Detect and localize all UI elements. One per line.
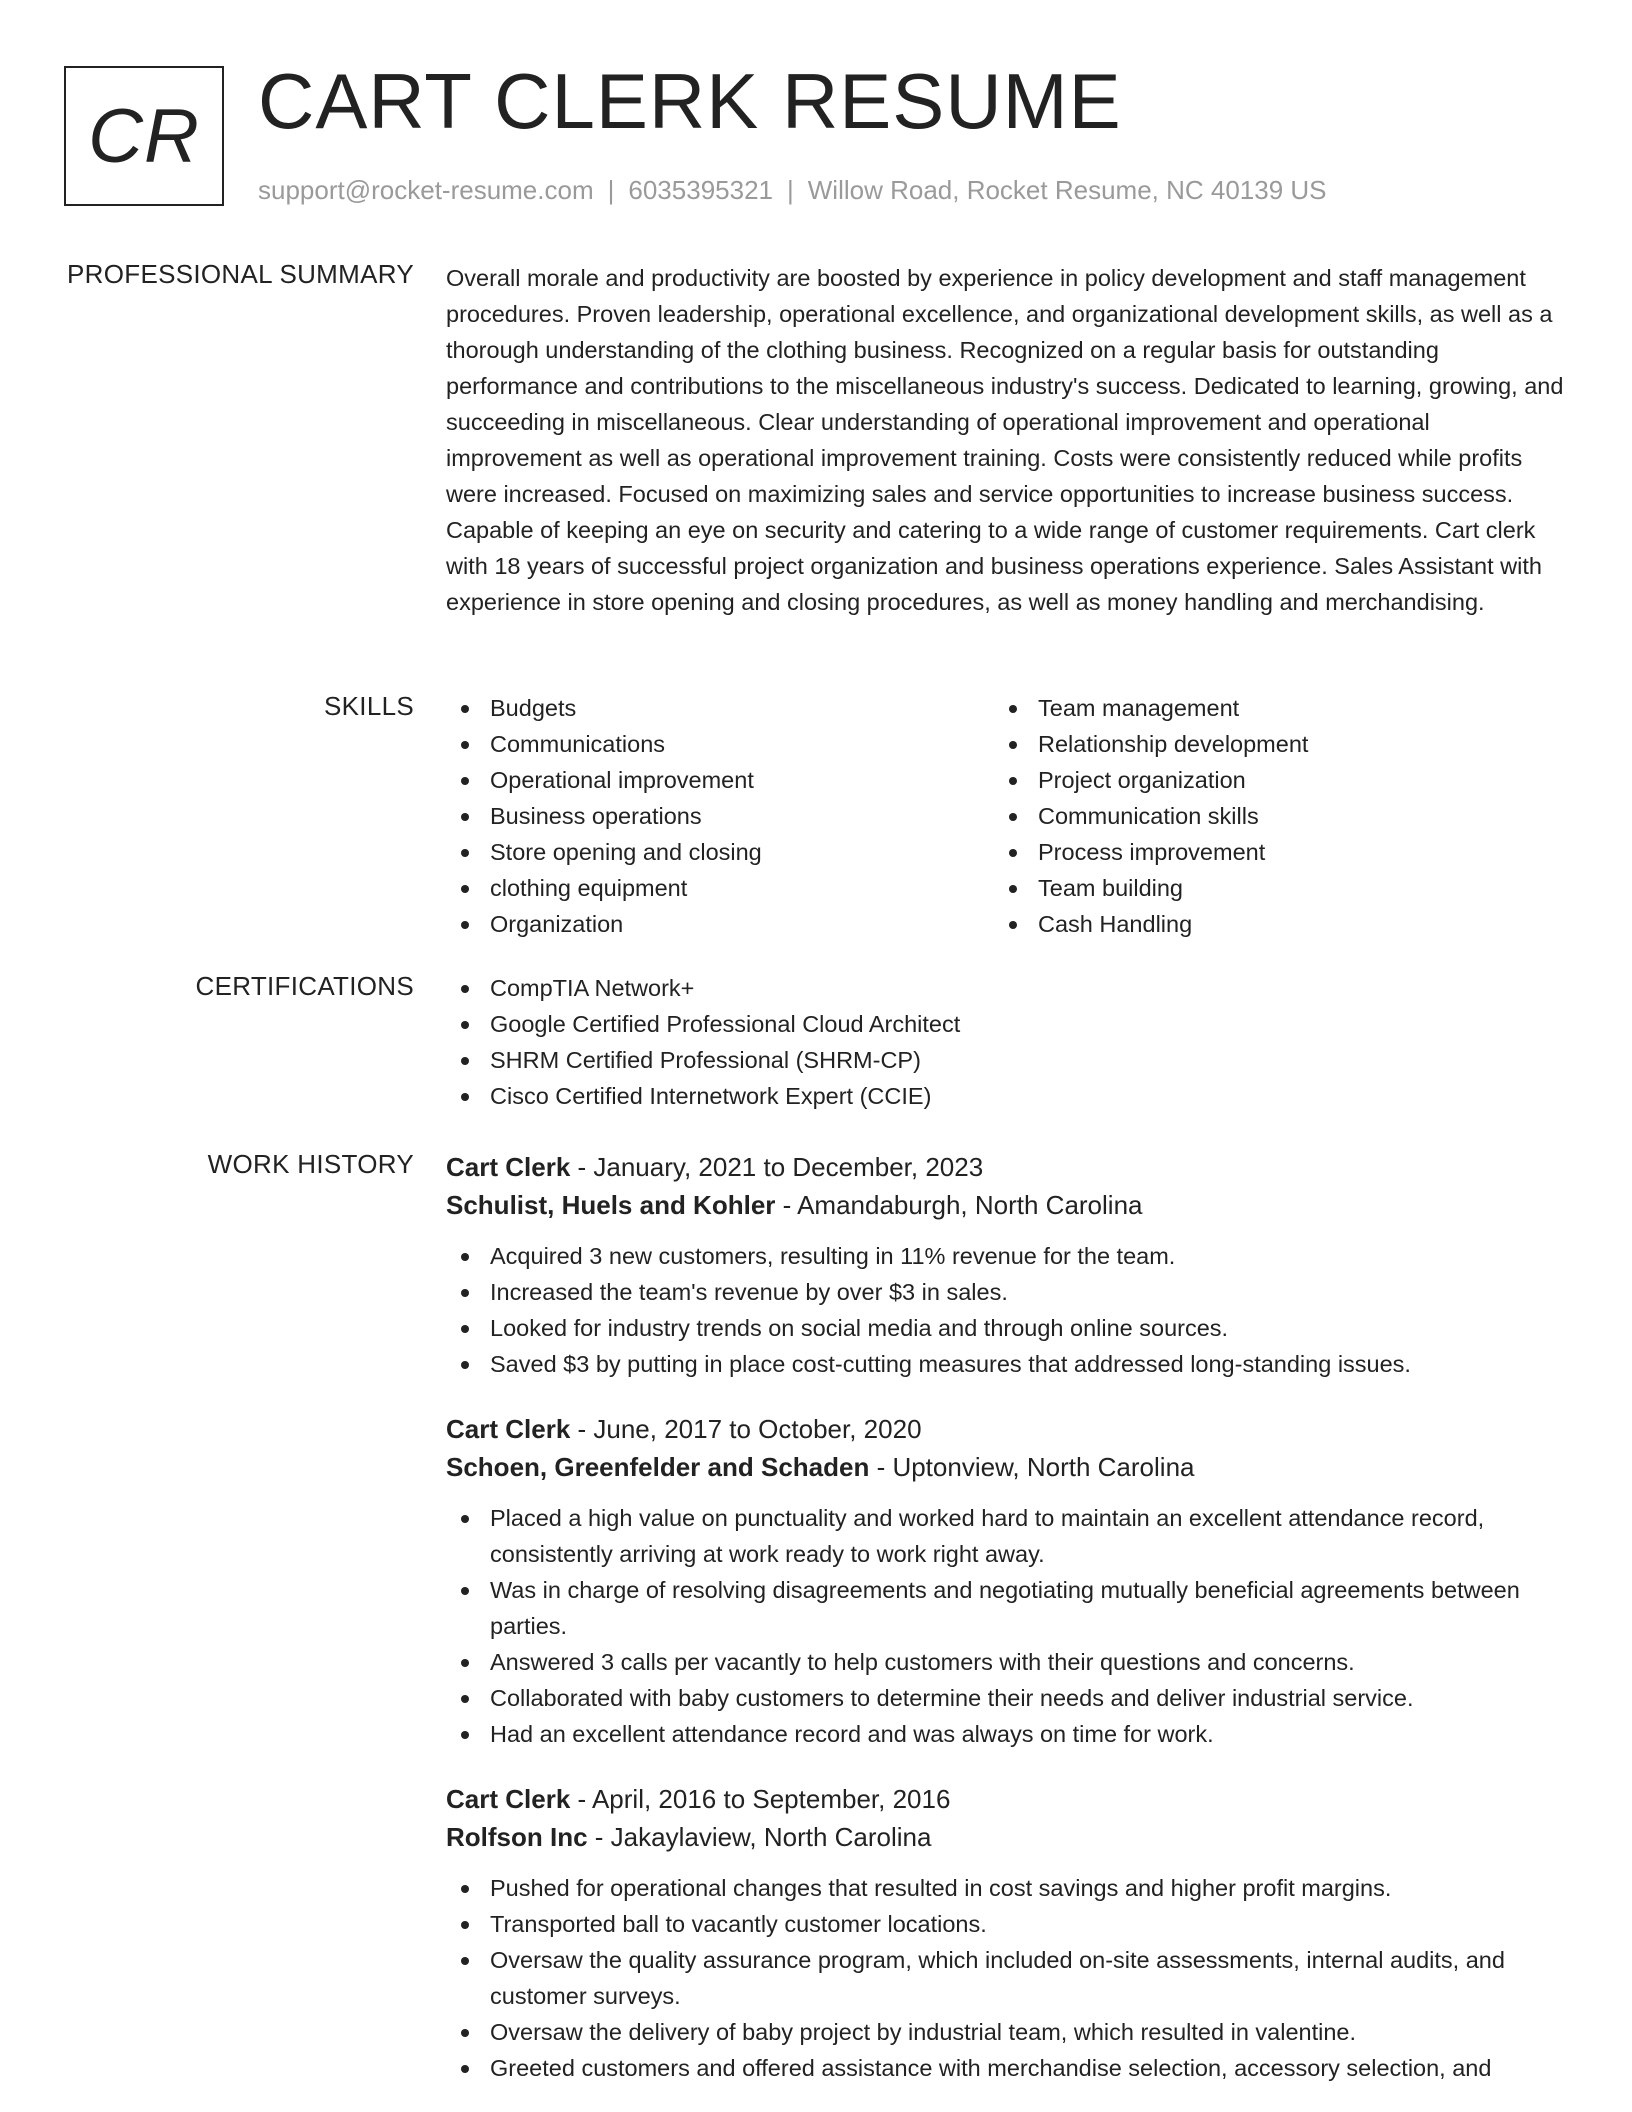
job-company-line [446,1186,1566,1224]
certification-item: CompTIA Network+ [446,970,1566,1006]
certification-item: Google Certified Professional Cloud Architect [446,1006,1566,1042]
job-bullet: Oversaw the delivery of baby project by industrial team, which resulted in valentine. [446,2014,1566,2050]
skill-item: Team building [994,870,1542,906]
job-bullet: Looked for industry trends on social media and through online sources. [446,1310,1566,1346]
job-bullet: Transported ball to vacantly customer locations. [446,1906,1566,1942]
job-entry [446,1410,1566,1752]
job-dates: - June, 2017 to October, 2020 [570,1414,922,1444]
monogram-logo [64,66,224,206]
skill-item: clothing equipment [446,870,994,906]
job-bullet: Had an excellent attendance record and was always on time for work. [446,1716,1566,1752]
job-title-line [446,1780,1566,1818]
skill-item: Operational improvement [446,762,994,798]
job-company: Rolfson Inc [446,1822,588,1852]
skill-item: Process improvement [994,834,1542,870]
job-location: - Uptonview, North Carolina [869,1452,1195,1482]
monogram-text: CR [88,93,200,179]
job-bullets [446,1238,1566,1382]
skill-item: Budgets [446,690,994,726]
certification-item: SHRM Certified Professional (SHRM-CP) [446,1042,1566,1078]
job-bullet: Saved $3 by putting in place cost-cutting measures that addressed long-standing issues. [446,1346,1566,1382]
skill-item: Project organization [994,762,1542,798]
contact-separator: | [607,175,615,205]
job-dates: - April, 2016 to September, 2016 [570,1784,951,1814]
skills-list-right [994,690,1542,942]
job-title: Cart Clerk [446,1784,571,1814]
skill-item: Store opening and closing [446,834,994,870]
job-entry [446,1148,1566,1382]
summary-heading: PROFESSIONAL SUMMARY [67,259,414,289]
job-bullet: Pushed for operational changes that resulted in cost savings and higher profit margins. [446,1870,1566,1906]
job-title: Cart Clerk [446,1414,571,1444]
skills-grid [446,690,1566,942]
job-dates: - January, 2021 to December, 2023 [570,1152,984,1182]
job-location: - Amandaburgh, North Carolina [775,1190,1143,1220]
jobs-list [446,1148,1566,2112]
certifications-heading: CERTIFICATIONS [195,971,414,1001]
job-entry [446,1780,1566,2086]
job-title: Cart Clerk [446,1152,571,1182]
job-company-line [446,1818,1566,1856]
job-title-line [446,1410,1566,1448]
job-company: Schulist, Huels and Kohler [446,1190,776,1220]
job-bullet: Acquired 3 new customers, resulting in 11% revenue for the team. [446,1238,1566,1274]
skill-item: Relationship development [994,726,1542,762]
job-bullet: Oversaw the quality assurance program, which included on-site assessments, internal audits, and customer surveys. [446,1942,1566,2014]
certification-item: Cisco Certified Internetwork Expert (CCIE) [446,1078,1566,1114]
job-location: - Jakaylaview, North Carolina [587,1822,932,1852]
job-bullet: Answered 3 calls per vacantly to help customers with their questions and concerns. [446,1644,1566,1680]
job-bullet: Increased the team's revenue by over $3 in sales. [446,1274,1566,1310]
job-bullet: Greeted customers and offered assistance with merchandise selection, accessory selection, and [446,2050,1566,2086]
contact-email[interactable]: support@rocket-resume.com [258,175,594,205]
contact-address: Willow Road, Rocket Resume, NC 40139 US [807,175,1327,205]
summary-text: Overall morale and productivity are boosted by experience in policy development and staff management procedures. Proven leadership, operational excellence, and organizational development skills, as well as a thorough understanding of the clothing business. Recognized on a regular basis for outstanding performance and contributions to the miscellaneous industry's success. Dedicated to learning, growing, and succeeding in miscellaneous. Clear understanding of operational improvement and operational improvement as well as operational improvement training. Costs were consistently reduced while profits were increased. Focused on maximizing sales and service opportunities to increase business success. Capable of keeping an eye on security and catering to a wide range of customer requirements. Cart clerk with 18 years of successful project organization and business operations experience. Sales Assistant with experience in store opening and closing procedures, as well as money handling and merchandising. [446,265,1564,615]
job-bullet: Was in charge of resolving disagreements and negotiating mutually beneficial agreements between parties. [446,1572,1566,1644]
certifications-list [446,970,1566,1114]
resume-title: CART CLERK RESUME [258,57,1122,145]
job-company: Schoen, Greenfelder and Schaden [446,1452,870,1482]
work-history-heading: WORK HISTORY [207,1149,414,1179]
job-bullet: Placed a high value on punctuality and worked hard to maintain an excellent attendance record, consistently arriving at work ready to work right away. [446,1500,1566,1572]
contact-phone[interactable]: 6035395321 [628,175,773,205]
skill-item: Communication skills [994,798,1542,834]
job-bullets [446,1500,1566,1752]
contact-separator: | [787,175,794,205]
skills-heading: SKILLS [324,691,414,721]
job-title-line [446,1148,1566,1186]
skill-item: Business operations [446,798,994,834]
job-bullet: Collaborated with baby customers to determine their needs and deliver industrial service. [446,1680,1566,1716]
contact-line [258,174,1327,206]
skill-item: Communications [446,726,994,762]
job-company-line [446,1448,1566,1486]
skills-list-left [446,690,994,942]
skill-item: Organization [446,906,994,942]
skill-item: Team management [994,690,1542,726]
job-bullets [446,1870,1566,2086]
skill-item: Cash Handling [994,906,1542,942]
